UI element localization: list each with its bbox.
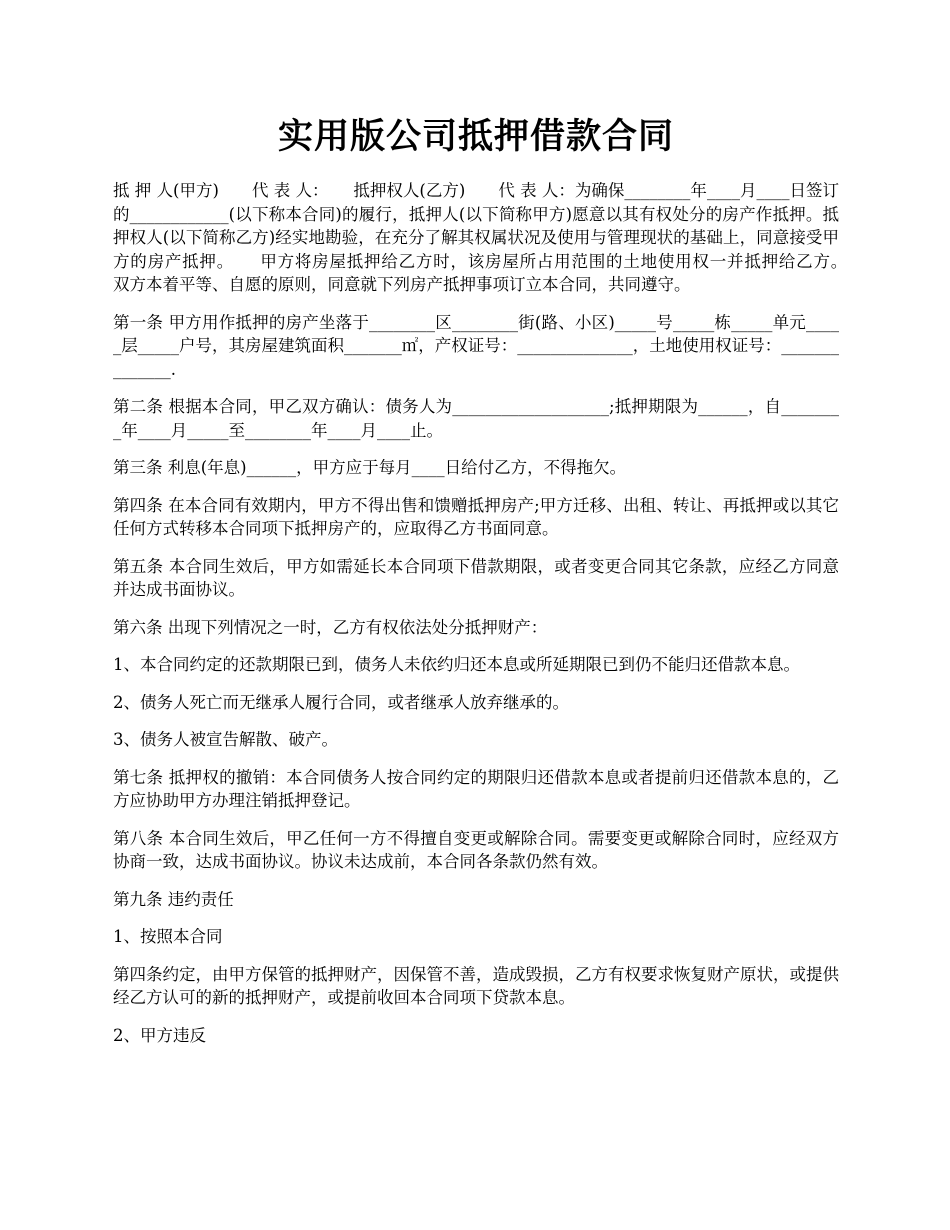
paragraph-article-9: 第九条 违约责任 xyxy=(113,889,234,909)
paragraph-article-7: 第七条 抵押权的撤销：本合同债务人按合同约定的期限归还借款本息或者提前归还借款本息的，乙方应协助甲方办理注销抵押登记。 xyxy=(113,767,839,810)
paragraph-article-9-item-1-detail: 第四条约定，由甲方保管的抵押财产，因保管不善，造成毁损，乙方有权要求恢复财产原状，或提供经乙方认可的新的抵押财产，或提前收回本合同项下贷款本息。 xyxy=(113,964,839,1007)
paragraph-article-6-item-2: 2、债务人死亡而无继承人履行合同，或者继承人放弃继承的。 xyxy=(113,692,569,712)
paragraph-article-8: 第八条 本合同生效后，甲乙任何一方不得擅自变更或解除合同。需要变更或解除合同时，应经双方协商一致，达成书面协议。协议未达成前，本合同各条款仍然有效。 xyxy=(113,828,839,871)
paragraph-article-6: 第六条 出现下列情况之一时，乙方有权依法处分抵押财产： xyxy=(113,617,548,637)
paragraph-article-4: 第四条 在本合同有效期内，甲方不得出售和馈赠抵押房产;甲方迁移、出租、转让、再抵押或以其它任何方式转移本合同项下抵押房产的，应取得乙方书面同意。 xyxy=(113,495,839,538)
document-title: 实用版公司抵押借款合同 xyxy=(277,116,674,157)
paragraph-article-2: 第二条 根据本合同，甲乙双方确认：债务人为___________________;抵押期限为______，自________年____月_____至________年____月____止。 xyxy=(113,397,839,440)
document-body xyxy=(113,179,872,1061)
paragraph-article-6-item-3: 3、债务人被宣告解散、破产。 xyxy=(113,730,338,749)
paragraph-article-1: 第一条 甲方用作抵押的房产坐落于________区________街(路、小区)_____号_____栋_____单元_____层_____户号，其房屋建筑面积_______㎡，产权证号：______________，土地使用权证号：______________. xyxy=(113,312,839,379)
paragraph-preamble: 抵 押 人(甲方) 代 表 人： 抵押权人(乙方) 代 表 人：为确保________年____月____日签订的____________(以下称本合同)的履行，抵押人(以下简称甲方)愿意以其有权处分的房产作抵押。抵押权人(以下简称乙方)经实地勘验，在充分了解其权属状况及使用与管理现状的基础上，同意接受甲方的房产抵押。 甲方将房屋抵押给乙方时，该房屋所占用范围的土地使用权一并抵押给乙方。 双方本着平等、自愿的原则，同意就下列房产抵押事项订立本合同，共同遵守。 xyxy=(113,181,872,294)
paragraph-article-5: 第五条 本合同生效后，甲方如需延长本合同项下借款期限，或者变更合同其它条款，应经乙方同意并达成书面协议。 xyxy=(113,556,839,599)
paragraph-article-6-item-1: 1、本合同约定的还款期限已到，债务人未依约归还本息或所延期限已到仍不能归还借款本息。 xyxy=(113,655,800,674)
paragraph-article-9-item-2: 2、甲方违反 xyxy=(113,1025,206,1045)
paragraph-article-9-item-1: 1、按照本合同 xyxy=(113,927,223,946)
paragraph-article-3: 第三条 利息(年息)______，甲方应于每月____日给付乙方，不得拖欠。 xyxy=(113,458,627,477)
